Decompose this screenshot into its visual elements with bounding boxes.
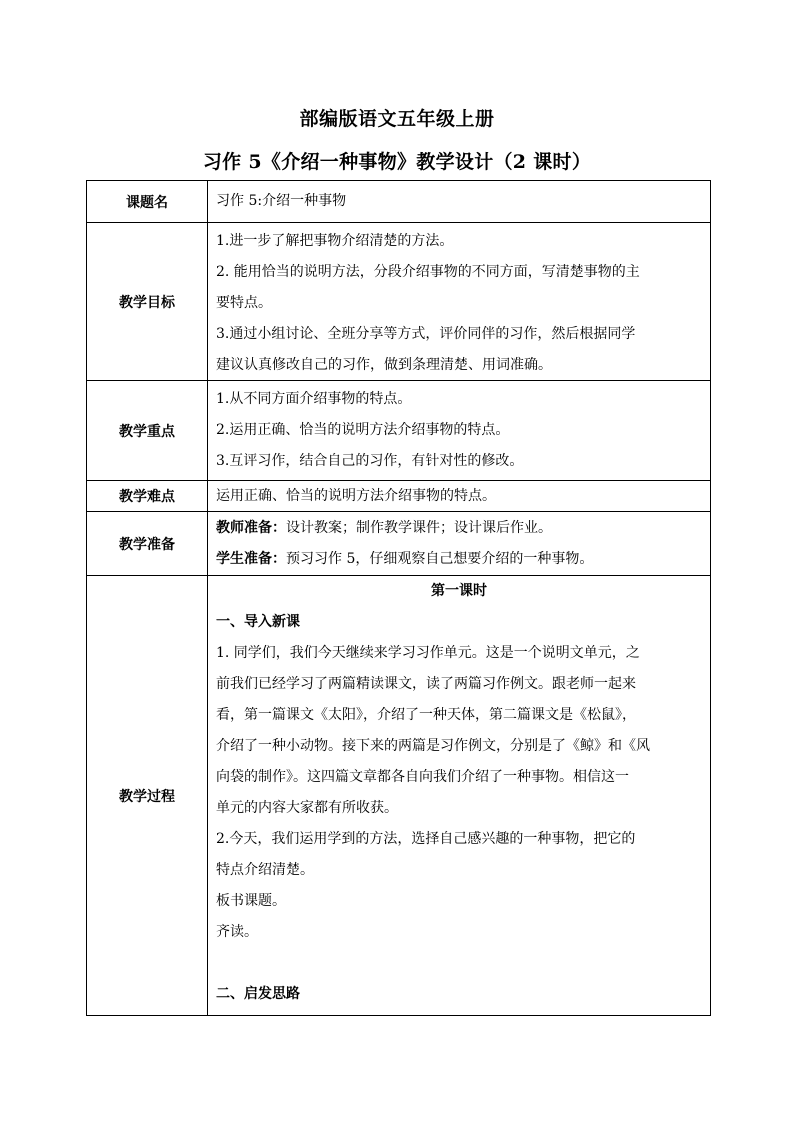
row-process xyxy=(87,576,710,1015)
process-line: 前我们已经学习了两篇精读课文，读了两篇习作例文。跟老师一起来 xyxy=(216,676,636,692)
row-goals xyxy=(87,223,710,381)
process-line: 单元的内容大家都有所收获。 xyxy=(216,800,398,816)
preparation-cell xyxy=(208,512,710,575)
lesson-heading: 第一课时 xyxy=(431,583,487,599)
section2-heading: 二、启发思路 xyxy=(216,986,300,1002)
process-line: 看，第一篇课文《太阳》，介绍了一种天体，第二篇课文是《松鼠》， xyxy=(216,707,636,723)
process-line: 介绍了一种小动物。接下来的两篇是习作例文，分别是了《鲸》和《风 xyxy=(216,738,650,754)
teacher-prep-line xyxy=(216,513,702,544)
goals-line: 2. 能用恰当的说明方法，分段介绍事物的不同方面，写清楚事物的主 xyxy=(216,264,640,280)
row-preparation xyxy=(87,512,710,576)
student-prep-label: 学生准备： xyxy=(216,551,286,567)
process-line: 2.今天，我们运用学到的方法，选择自己感兴趣的一种事物，把它的 xyxy=(216,831,636,847)
process-label: 教学过程 xyxy=(87,576,208,1015)
topic-label: 课题名 xyxy=(87,181,208,222)
process-line: 齐读。 xyxy=(216,924,258,940)
topic-value: 习作 5:介绍一种事物 xyxy=(216,193,347,209)
row-topic xyxy=(87,181,710,223)
process-line: 板书课题。 xyxy=(216,893,286,909)
topic-cell xyxy=(208,181,710,222)
focus-line: 1.从不同方面介绍事物的特点。 xyxy=(216,391,412,407)
goals-label: 教学目标 xyxy=(87,223,208,380)
teacher-prep-label: 教师准备： xyxy=(216,520,286,536)
student-prep-line xyxy=(216,544,702,575)
process-line: 向袋的制作》。这四篇文章都各自向我们介绍了一种事物。相信这一 xyxy=(216,769,629,785)
focus-line: 2.运用正确、恰当的说明方法介绍事物的特点。 xyxy=(216,422,510,438)
difficulty-label: 教学难点 xyxy=(87,481,208,511)
goals-line: 3.通过小组讨论、全班分享等方式，评价同伴的习作，然后根据同学 xyxy=(216,326,636,342)
section1-heading: 一、导入新课 xyxy=(216,614,300,630)
focus-cell xyxy=(208,381,710,480)
document-title: 部编版语文五年级上册 xyxy=(299,108,495,130)
goals-line: 1.进一步了解把事物介绍清楚的方法。 xyxy=(216,233,454,249)
goals-line: 要特点。 xyxy=(216,295,272,311)
student-prep-text: 预习习作 5，仔细观察自己想要介绍的一种事物。 xyxy=(286,551,594,567)
process-line: 特点介绍清楚。 xyxy=(216,862,314,878)
document-subtitle: 习作 5《介绍一种事物》教学设计（2 课时） xyxy=(202,151,592,173)
lesson-plan-table xyxy=(86,180,711,1016)
teacher-prep-text: 设计教案；制作教学课件；设计课后作业。 xyxy=(286,520,552,536)
goals-line: 建议认真修改自己的习作，做到条理清楚、用词准确。 xyxy=(216,357,552,373)
focus-label: 教学重点 xyxy=(87,381,208,480)
process-cell xyxy=(208,576,710,1015)
row-focus xyxy=(87,381,710,481)
preparation-label: 教学准备 xyxy=(87,512,208,575)
goals-cell xyxy=(208,223,710,380)
row-difficulty xyxy=(87,481,710,512)
difficulty-value: 运用正确、恰当的说明方法介绍事物的特点。 xyxy=(216,488,496,504)
focus-line: 3.互评习作，结合自己的习作，有针对性的修改。 xyxy=(216,453,524,469)
process-line: 1. 同学们，我们今天继续来学习习作单元。这是一个说明文单元，之 xyxy=(216,645,640,661)
difficulty-cell xyxy=(208,481,710,511)
blank-line xyxy=(216,948,702,979)
